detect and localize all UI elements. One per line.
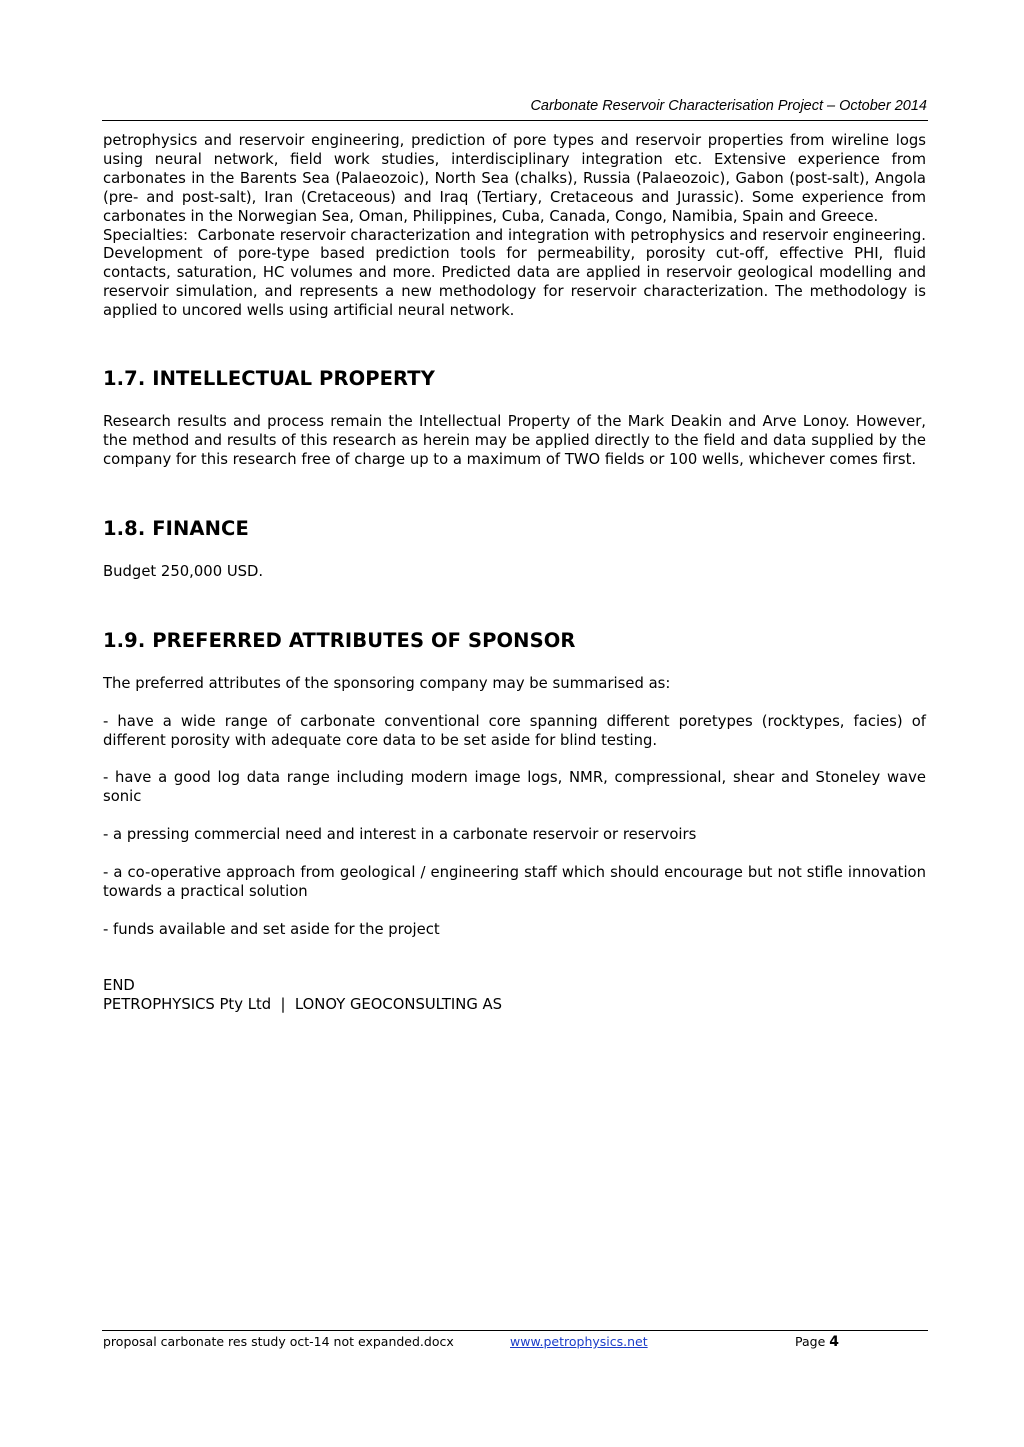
page-body [103, 132, 931, 1015]
section-heading-intellectual-property: 1.7. INTELLECTUAL PROPERTY [103, 367, 435, 391]
header-divider [102, 120, 928, 121]
sponsor-attribute-item: - funds available and set aside for the project [103, 920, 440, 938]
footer-website-link[interactable]: www.petrophysics.net [510, 1334, 648, 1349]
footer-page-number: 4 [829, 1334, 839, 1350]
footer-divider [102, 1330, 928, 1331]
sponsor-intro-paragraph: The preferred attributes of the sponsoring company may be summarised as: [103, 674, 671, 692]
specialties-paragraph: Specialties: Carbonate reservoir characterization and integration with petrophysics and reservoir engineering. Development of pore-type based prediction tools for permeability, porosity cut-off, effective PHI, fluid contacts, saturation, HC volumes and more. Predicted data are applied in reservoir geological modelling and reservoir simulation, and represents a new methodology for reservoir characterization. The methodology is applied to uncored wells using artificial neural network. [103, 226, 931, 320]
running-header-title: Carbonate Reservoir Characterisation Project – October 2014 [530, 98, 927, 114]
footer-page-label: Page [795, 1334, 826, 1349]
page-footer [103, 1334, 928, 1352]
section-heading-sponsor: 1.9. PREFERRED ATTRIBUTES OF SPONSOR [103, 628, 576, 652]
finance-paragraph: Budget 250,000 USD. [103, 562, 264, 580]
sponsor-attribute-item: - have a good log data range including modern image logs, NMR, compressional, shear and Stoneley wave sonic [103, 769, 926, 806]
sponsor-attribute-item: - a pressing commercial need and interest in a carbonate reservoir or reservoirs [103, 826, 697, 844]
section-heading-finance: 1.8. FINANCE [103, 516, 249, 540]
footer-page-indicator [795, 1334, 839, 1350]
sponsor-attribute-item: - a co-operative approach from geological / engineering staff which should encourage but not stifle innovation towards a practical solution [103, 864, 926, 901]
footer-filename: proposal carbonate res study oct-14 not expanded.docx [103, 1334, 454, 1349]
intro-paragraph: petrophysics and reservoir engineering, prediction of pore types and reservoir properties from wireline logs using neural network, field work studies, interdisciplinary integration etc. Extensive experience from carbonates in the Barents Sea (Palaeozoic), North Sea (chalks), Russia (Palaeozoic), Gabon (post-salt), Angola (pre- and post-salt), Iran (Cretaceous) and Iraq (Tertiary, Cretaceous and Jurassic). Some experience from carbonates in the Norwegian Sea, Oman, Philippines, Cuba, Canada, Congo, Namibia, Spain and Greece. [103, 132, 926, 225]
sponsor-attribute-item: - have a wide range of carbonate conventional core spanning different poretypes (rocktypes, facies) of different porosity with adequate core data to be set aside for blind testing. [103, 712, 926, 749]
company-names: PETROPHYSICS Pty Ltd | LONOY GEOCONSULTING AS [103, 995, 503, 1013]
intellectual-property-paragraph: Research results and process remain the Intellectual Property of the Mark Deakin and Arve Lonoy. However, the method and results of this research as herein may be applied directly to the field and data supplied by the company for this research free of charge up to a maximum of TWO fields or 100 wells, whichever comes first. [103, 413, 926, 468]
end-marker: END [103, 976, 135, 994]
